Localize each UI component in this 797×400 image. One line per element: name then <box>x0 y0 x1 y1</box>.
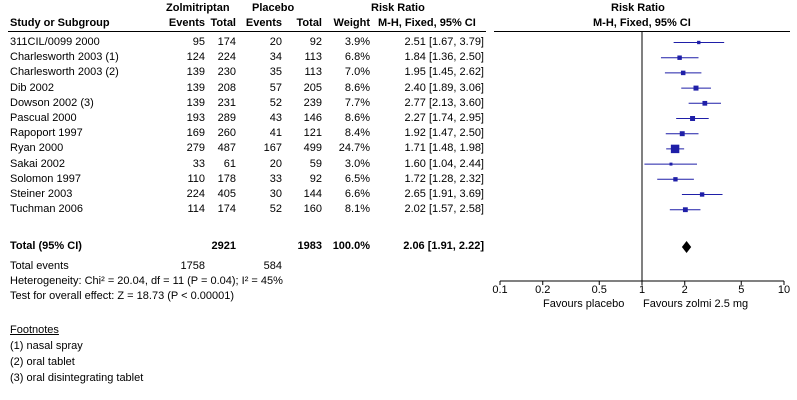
footnote-3: (3) oral disintegrating tablet <box>10 372 144 384</box>
study-row-4-ci-text: 2.40 [1.89, 3.06] <box>404 81 484 94</box>
study-row-6-weight: 8.6% <box>344 112 370 124</box>
study-row-3-t1: 230 <box>217 66 236 79</box>
study-row-9-t1: 61 <box>223 157 236 170</box>
group2-header: Placebo <box>252 2 295 14</box>
study-row-5-e2: 52 <box>269 96 282 109</box>
weight-column-header: Weight <box>333 17 370 29</box>
footnote-1: (1) nasal spray <box>10 340 83 352</box>
x-tick-label-6: 10 <box>777 284 791 296</box>
study-row-8-ci-text: 1.71 [1.48, 1.98] <box>404 142 484 155</box>
study-row-5-t1: 231 <box>217 96 236 109</box>
study-row-9-e2: 20 <box>269 157 282 170</box>
study-row-4-e2: 57 <box>269 81 282 94</box>
point-estimate-10 <box>673 177 677 181</box>
study-row-12-e2: 52 <box>269 203 282 216</box>
study-row-10-t1: 178 <box>217 172 236 185</box>
study-row-6-t1: 289 <box>217 112 236 124</box>
point-estimate-2 <box>677 55 681 59</box>
x-tick-label-1: 0.2 <box>535 284 551 296</box>
study-row-6-name: Pascual 2000 <box>10 112 77 124</box>
total2-value: 1983 <box>297 240 322 252</box>
total1-column-header: Total <box>210 17 236 29</box>
total-weight-value: 100.0% <box>332 240 370 252</box>
total1-value: 2921 <box>211 240 236 252</box>
study-row-9-ci-text: 1.60 [1.04, 2.44] <box>404 157 484 170</box>
study-row-10-weight: 6.5% <box>344 172 370 185</box>
study-row-9-name: Sakai 2002 <box>10 157 66 170</box>
study-row-9-e1: 33 <box>192 157 205 170</box>
point-estimate-1 <box>697 41 700 44</box>
study-row-12-t1: 174 <box>217 203 236 216</box>
total-events1-value: 1758 <box>180 260 205 272</box>
study-row-11-weight: 6.6% <box>344 188 370 200</box>
study-row-4-t1: 208 <box>217 81 236 94</box>
study-row-1-t2: 92 <box>309 36 322 48</box>
point-estimate-3 <box>681 71 685 75</box>
study-row-2-weight: 6.8% <box>344 51 370 64</box>
total-ci-value: 2.06 [1.91, 2.22] <box>403 240 484 252</box>
study-row-11-t2: 144 <box>303 188 322 200</box>
study-row-2-t2: 113 <box>304 51 322 64</box>
study-row-12-t2: 160 <box>303 203 322 216</box>
total2-column-header: Total <box>296 17 322 29</box>
point-estimate-11 <box>700 192 704 196</box>
study-row-1-name: 311CIL/0099 2000 <box>10 36 100 48</box>
study-row-1-weight: 3.9% <box>344 36 370 48</box>
study-row-6-t2: 146 <box>303 112 322 124</box>
heterogeneity-text: Heterogeneity: Chi² = 20.04, df = 11 (P = 0.04); I² = 45% <box>10 275 283 287</box>
favours-left-label: Favours placebo <box>543 298 625 310</box>
point-estimate-4 <box>693 86 698 91</box>
study-row-8-name: Ryan 2000 <box>10 142 64 155</box>
study-row-2-t1: 224 <box>217 51 236 64</box>
method-column-header: M-H, Fixed, 95% CI <box>378 17 476 29</box>
study-row-1-t1: 174 <box>217 36 236 48</box>
study-row-12-name: Tuchman 2006 <box>10 203 83 216</box>
study-row-3-weight: 7.0% <box>344 66 370 79</box>
events1-column-header: Events <box>168 17 205 29</box>
method-plot-header: M-H, Fixed, 95% CI <box>593 17 691 29</box>
study-row-5-ci-text: 2.77 [2.13, 3.60] <box>404 96 484 109</box>
study-row-6-e1: 193 <box>186 112 205 124</box>
study-row-4-e1: 139 <box>186 81 205 94</box>
overall-effect-text: Test for overall effect: Z = 18.73 (P < 0.00001) <box>10 290 235 302</box>
favours-right-label: Favours zolmi 2.5 mg <box>643 298 749 310</box>
study-row-3-ci-text: 1.95 [1.45, 2.62] <box>404 66 484 79</box>
study-row-1-e1: 95 <box>192 36 205 48</box>
rr-header: Risk Ratio <box>371 2 425 14</box>
study-row-10-t2: 92 <box>309 172 322 185</box>
study-row-7-ci-text: 1.92 [1.47, 2.50] <box>404 127 484 140</box>
study-row-4-t2: 205 <box>303 81 322 94</box>
study-row-5-name: Dowson 2002 (3) <box>10 96 94 109</box>
study-row-11-e1: 224 <box>186 188 205 200</box>
study-row-10-name: Solomon 1997 <box>10 172 81 185</box>
study-column-header: Study or Subgroup <box>10 17 110 29</box>
study-row-11-ci-text: 2.65 [1.91, 3.69] <box>404 188 484 200</box>
study-row-4-weight: 8.6% <box>344 81 370 94</box>
study-row-7-e2: 41 <box>269 127 282 140</box>
point-estimate-5 <box>702 101 707 106</box>
study-row-2-e2: 34 <box>269 51 282 64</box>
study-row-1-ci-text: 2.51 [1.67, 3.79] <box>404 36 484 48</box>
study-row-2-ci-text: 1.84 [1.36, 2.50] <box>404 51 484 64</box>
point-estimate-7 <box>680 131 685 136</box>
point-estimate-9 <box>670 163 673 166</box>
footnotes-title: Footnotes <box>10 324 59 336</box>
study-row-8-t1: 487 <box>217 142 236 155</box>
x-tick-label-3: 1 <box>638 284 646 296</box>
rr-plot-header: Risk Ratio <box>611 2 665 14</box>
study-row-3-e2: 35 <box>269 66 282 79</box>
study-row-12-e1: 114 <box>187 203 205 216</box>
study-row-6-e2: 43 <box>269 112 282 124</box>
study-row-7-name: Rapoport 1997 <box>10 127 83 140</box>
point-estimate-8 <box>671 145 679 153</box>
study-row-11-name: Steiner 2003 <box>10 188 73 200</box>
pooled-diamond <box>682 241 691 253</box>
study-row-3-t2: 113 <box>304 66 322 79</box>
study-row-5-weight: 7.7% <box>344 96 370 109</box>
x-tick-label-5: 5 <box>738 284 745 296</box>
study-row-4-name: Dib 2002 <box>10 81 55 94</box>
study-row-10-ci-text: 1.72 [1.28, 2.32] <box>404 172 484 185</box>
x-tick-label-0: 0.1 <box>492 284 508 296</box>
study-row-6-ci-text: 2.27 [1.74, 2.95] <box>404 112 484 124</box>
study-row-3-e1: 139 <box>186 66 205 79</box>
study-row-12-ci-text: 2.02 [1.57, 2.58] <box>404 203 484 216</box>
study-row-8-t2: 499 <box>303 142 322 155</box>
study-row-2-name: Charlesworth 2003 (1) <box>10 51 119 64</box>
study-row-5-e1: 139 <box>186 96 205 109</box>
total-label: Total (95% CI) <box>10 240 82 252</box>
events2-column-header: Events <box>245 17 282 29</box>
total-events-label: Total events <box>10 260 69 272</box>
study-row-8-weight: 24.7% <box>338 142 370 155</box>
study-row-10-e2: 33 <box>269 172 282 185</box>
study-row-8-e1: 279 <box>186 142 205 155</box>
study-row-7-weight: 8.4% <box>344 127 370 140</box>
study-row-7-t2: 121 <box>303 127 322 140</box>
point-estimate-6 <box>690 116 695 121</box>
footnote-2: (2) oral tablet <box>10 356 75 368</box>
x-tick-label-4: 2 <box>681 284 688 296</box>
x-tick-label-2: 0.5 <box>591 284 607 296</box>
study-row-1-e2: 20 <box>269 36 282 48</box>
study-row-9-weight: 3.0% <box>344 157 370 170</box>
study-row-11-e2: 30 <box>269 188 282 200</box>
study-row-12-weight: 8.1% <box>344 203 370 216</box>
point-estimate-12 <box>683 207 688 212</box>
study-row-2-e1: 124 <box>186 51 205 64</box>
total-events2-value: 584 <box>263 260 282 272</box>
study-row-5-t2: 239 <box>303 96 322 109</box>
study-row-11-t1: 405 <box>217 188 236 200</box>
study-row-3-name: Charlesworth 2003 (2) <box>10 66 119 79</box>
study-row-7-e1: 169 <box>186 127 205 140</box>
study-row-8-e2: 167 <box>263 142 282 155</box>
study-row-9-t2: 59 <box>309 157 322 170</box>
group1-header: Zolmitriptan <box>166 2 230 14</box>
study-row-10-e1: 110 <box>187 172 205 185</box>
study-row-7-t1: 260 <box>217 127 236 140</box>
